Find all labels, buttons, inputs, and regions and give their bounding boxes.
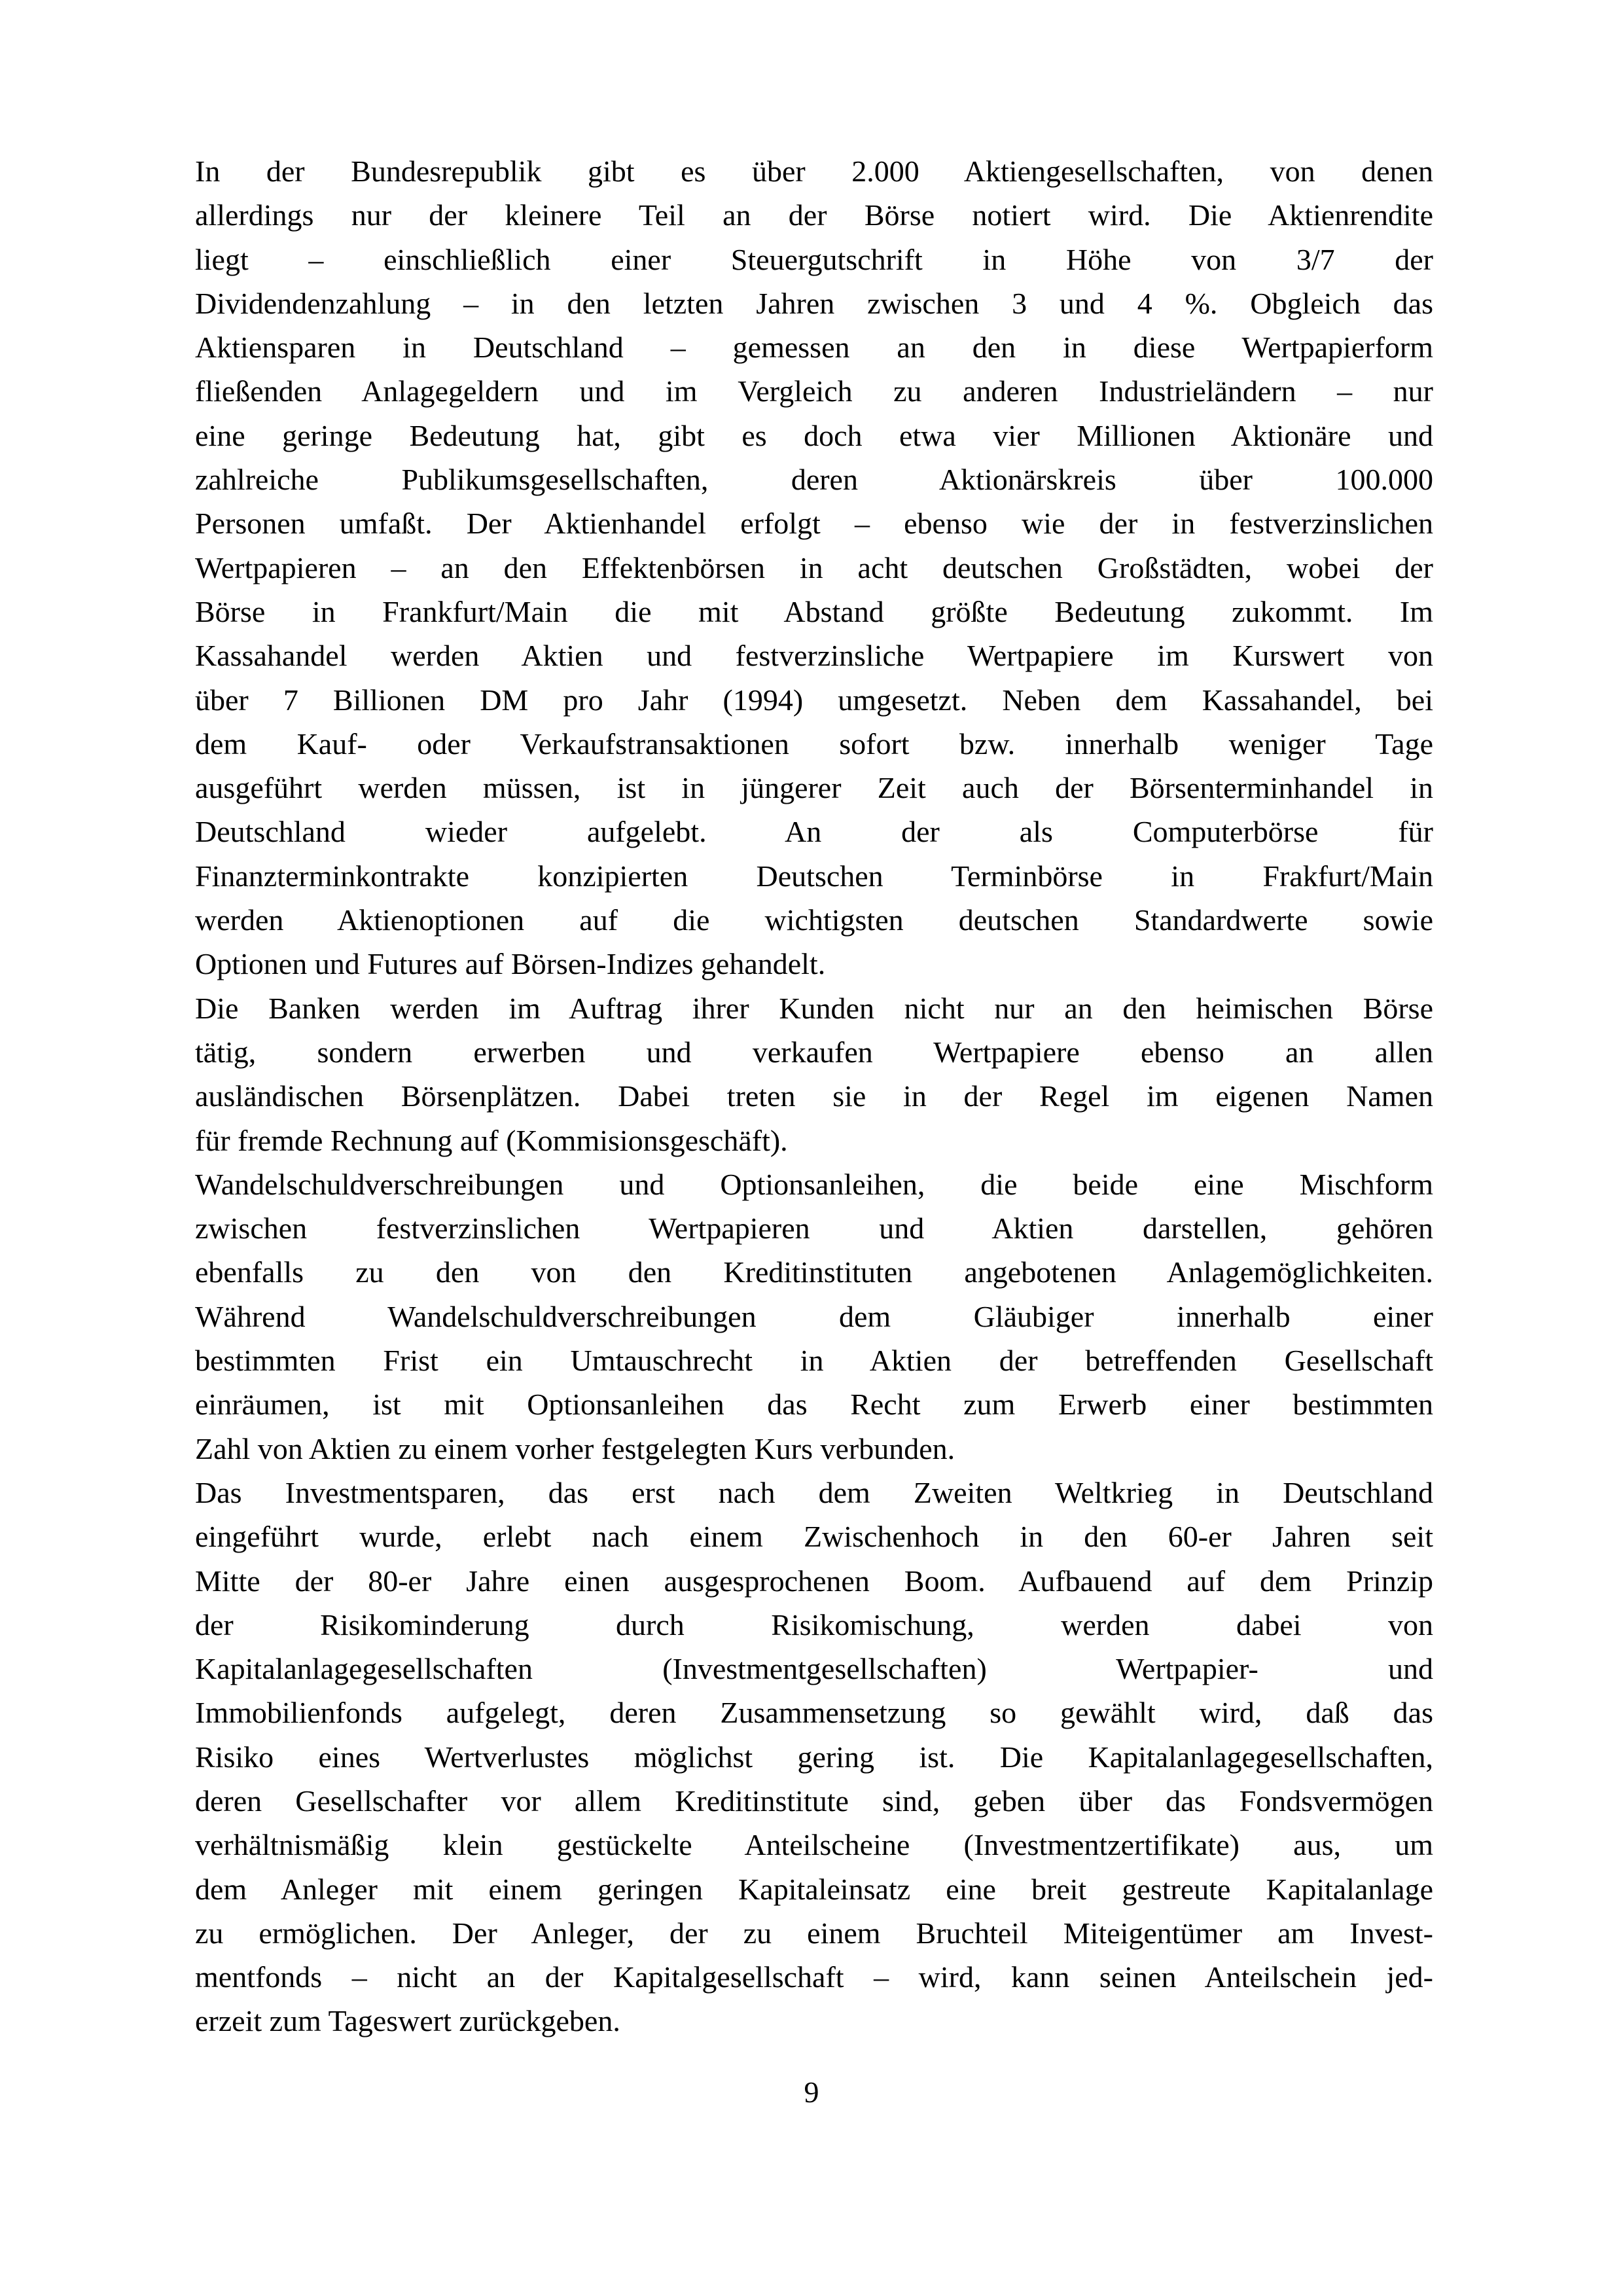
text-line: mentfonds – nicht an der Kapitalgesellschaft – wird, kann seinen Anteilschein jed- (195, 1960, 1433, 1994)
text-line: Kapitalanlagegesellschaften (Investmentgesellschaften) Wertpapier- und (195, 1652, 1433, 1686)
text-line: Börse in Frankfurt/Main die mit Abstand größte Bedeutung zukommt. Im (195, 594, 1433, 628)
text-line: dem Anleger mit einem geringen Kapitaleinsatz eine breit gestreute Kapitalanlage (195, 1872, 1433, 1906)
text-line: zahlreiche Publikumsgesellschaften, deren Aktionärskreis über 100.000 (195, 463, 1433, 497)
text-line: zu ermöglichen. Der Anleger, der zu einem Bruchteil Miteigentümer am Invest- (195, 1916, 1433, 1950)
text-line: Wandelschuldverschreibungen und Optionsanleihen, die beide eine Mischform (195, 1167, 1433, 1201)
text-line: deren Gesellschafter vor allem Kreditinstitute sind, geben über das Fondsvermögen (195, 1784, 1433, 1818)
text-line: ebenfalls zu den von den Kreditinstituten angebotenen Anlagemöglichkeiten. (195, 1255, 1433, 1289)
text-line: Personen umfaßt. Der Aktienhandel erfolgt – ebenso wie der in festverzinslichen (195, 507, 1433, 541)
paragraph (195, 149, 1433, 986)
text-line: Zahl von Aktien zu einem vorher festgelegten Kurs verbunden. (195, 1431, 955, 1465)
text-line: werden Aktienoptionen auf die wichtigsten deutschen Standardwerte sowie (195, 903, 1433, 937)
text-line: bestimmten Frist ein Umtauschrecht in Aktien der betreffenden Gesellschaft (195, 1344, 1433, 1378)
text-line: Optionen und Futures auf Börsen-Indizes gehandelt. (195, 947, 826, 981)
text-line: allerdings nur der kleinere Teil an der Börse notiert wird. Die Aktienrendite (195, 198, 1433, 232)
text-line: liegt – einschließlich einer Steuergutschrift in Höhe von 3/7 der (195, 242, 1433, 276)
text-line: über 7 Billionen DM pro Jahr (1994) umgesetzt. Neben dem Kassahandel, bei (195, 683, 1433, 717)
text-line: Dividendenzahlung – in den letzten Jahren zwischen 3 und 4 %. Obgleich das (195, 286, 1433, 320)
text-line: Während Wandelschuldverschreibungen dem Gläubiger innerhalb einer (195, 1299, 1433, 1333)
text-line: Risiko eines Wertverlustes möglichst gering ist. Die Kapitalanlagegesellschaften, (195, 1740, 1433, 1774)
text-line: der Risikominderung durch Risikomischung, werden dabei von (195, 1607, 1433, 1641)
text-line: tätig, sondern erwerben und verkaufen Wertpapiere ebenso an allen (195, 1035, 1433, 1069)
text-line: verhältnismäßig klein gestückelte Anteilscheine (Investmentzertifikate) aus, um (195, 1828, 1433, 1862)
text-line: dem Kauf- oder Verkaufstransaktionen sofort bzw. innerhalb weniger Tage (195, 726, 1433, 761)
text-line: erzeit zum Tageswert zurückgeben. (195, 2004, 620, 2038)
text-line: Wertpapieren – an den Effektenbörsen in acht deutschen Großstädten, wobei der (195, 550, 1433, 584)
body-text (195, 149, 1433, 2043)
text-line: Immobilienfonds aufgelegt, deren Zusammensetzung so gewählt wird, daß das (195, 1696, 1433, 1730)
text-line: Mitte der 80-er Jahre einen ausgesprochenen Boom. Aufbauend auf dem Prinzip (195, 1564, 1433, 1598)
text-line: Das Investmentsparen, das erst nach dem Zweiten Weltkrieg in Deutschland (195, 1475, 1433, 1509)
text-line: eingeführt wurde, erlebt nach einem Zwischenhoch in den 60-er Jahren seit (195, 1520, 1433, 1554)
text-line: Kassahandel werden Aktien und festverzinsliche Wertpapiere im Kurswert von (195, 639, 1433, 673)
text-line: Deutschland wieder aufgelebt. An der als Computerbörse für (195, 815, 1433, 849)
text-line: fließenden Anlagegeldern und im Vergleich zu anderen Industrieländern – nur (195, 374, 1433, 408)
text-line: In der Bundesrepublik gibt es über 2.000 Aktiengesellschaften, von denen (195, 154, 1433, 188)
paragraph (195, 1471, 1433, 2043)
page-number: 9 (804, 2075, 819, 2109)
text-line: ausländischen Börsenplätzen. Dabei treten sie in der Regel im eigenen Namen (195, 1079, 1433, 1113)
text-line: für fremde Rechnung auf (Kommisionsgeschäft). (195, 1123, 788, 1157)
text-line: ausgeführt werden müssen, ist in jüngerer Zeit auch der Börsenterminhandel in (195, 771, 1433, 805)
paragraph (195, 1162, 1433, 1471)
text-line: Die Banken werden im Auftrag ihrer Kunden nicht nur an den heimischen Börse (195, 991, 1433, 1025)
text-line: Aktiensparen in Deutschland – gemessen an den in diese Wertpapierform (195, 331, 1433, 365)
text-line: zwischen festverzinslichen Wertpapieren und Aktien darstellen, gehören (195, 1211, 1433, 1246)
text-line: Finanzterminkontrakte konzipierten Deutschen Terminbörse in Frakfurt/Main (195, 859, 1433, 893)
text-line: eine geringe Bedeutung hat, gibt es doch etwa vier Millionen Aktionäre und (195, 418, 1433, 452)
text-line: einräumen, ist mit Optionsanleihen das Recht zum Erwerb einer bestimmten (195, 1388, 1433, 1422)
paragraph (195, 986, 1433, 1162)
